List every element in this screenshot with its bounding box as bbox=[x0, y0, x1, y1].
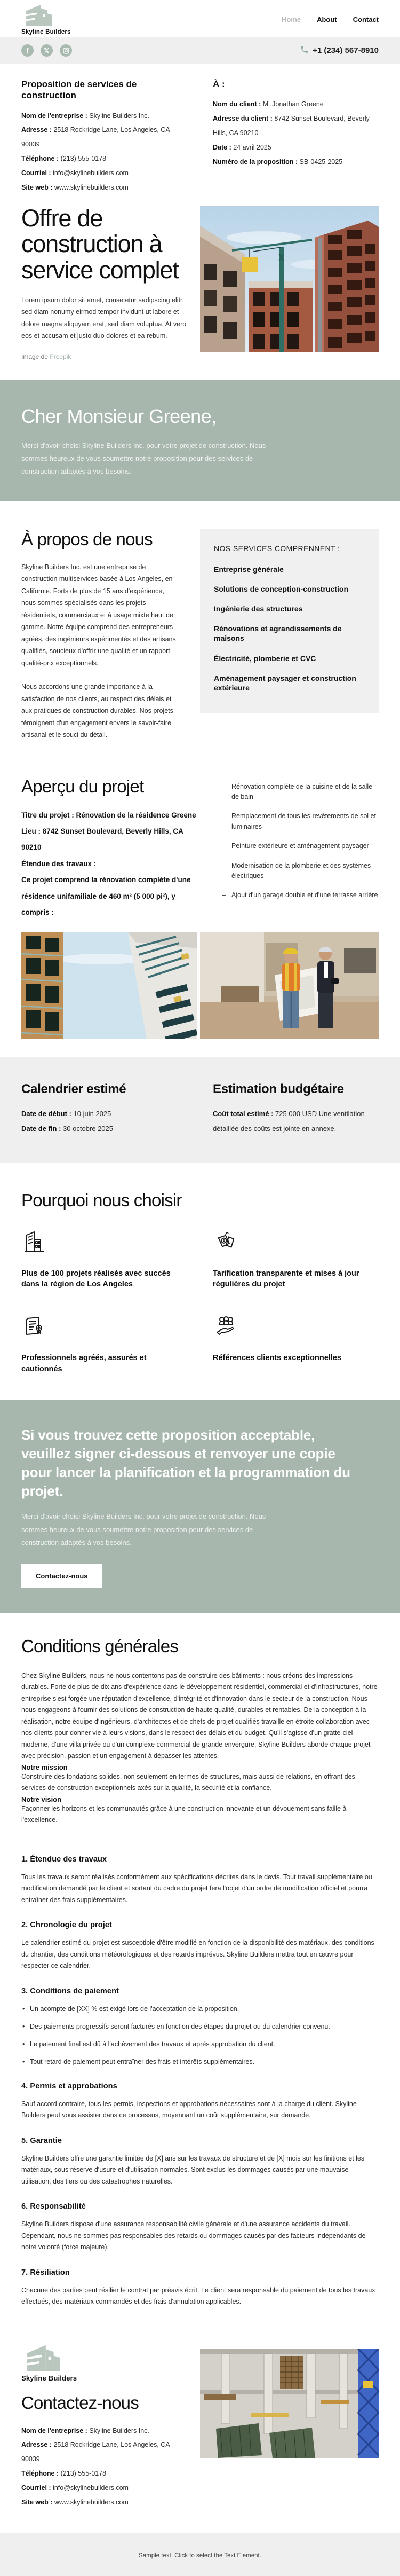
feature-label: Professionnels agréés, assurés et cautionnés bbox=[21, 1353, 181, 1375]
hero-body: Lorem ipsum dolor sit amet, consetetur sadipscing elitr, sed diam nonumy eirmod tempor invidunt ut labore et dolore magna aliquyam erat, sed diam voluptua. At vero eos et accusam et justo duo dolores et ea rebum. bbox=[21, 294, 188, 342]
cta-title: Si vous trouvez cette proposition acceptable, veuillez signer ci-dessous et renvoyer une copie pour lancer la planification et la programmation du projet. bbox=[21, 1426, 352, 1501]
schedule-title: Calendrier estimé bbox=[21, 1082, 187, 1097]
terms-section-body: Skyline Builders dispose d'une assurance responsabilité civile générale et d'une assurance accidents du travail. Cependant, nous ne sommes pas responsables des retards ou dommages causés par des facteurs indépendants de notre volonté (force majeure). bbox=[21, 2219, 379, 2253]
project-details bbox=[21, 776, 203, 921]
terms-section-body: Tous les travaux seront réalisés conformément aux spécifications décrites dans le devis. Tout travail supplémentaire ou modification demandé par le client et sortant du cadre du projet fera l'objet d'un ordre de modification officiel et pourra entraîner des frais supplémentaires. bbox=[21, 1872, 379, 1906]
feature-label: Tarification transparente et mises à jour régulières du projet bbox=[213, 1268, 373, 1290]
total-cost-line: Coût total estimé : 725 000 USD Une ventilation détaillée des coûts est jointe en annexe. bbox=[213, 1106, 379, 1136]
services-box bbox=[200, 529, 379, 714]
nav-home[interactable]: Home bbox=[282, 15, 301, 23]
contact-us-button[interactable]: Contactez-nous bbox=[21, 1564, 102, 1588]
freepik-link[interactable]: Freepik bbox=[50, 353, 71, 360]
logo-building-icon bbox=[21, 3, 57, 28]
terms-section-title: 3. Conditions de paiement bbox=[21, 1987, 379, 1996]
vision-body: Façonner les horizons et les communautés grâce à une construction innovante et un dévouement sans faille à l'excellence. bbox=[21, 1803, 379, 1826]
footer-logo bbox=[21, 2343, 181, 2382]
service-item: Ingénierie des structures bbox=[214, 604, 365, 614]
footer-left bbox=[21, 2343, 181, 2510]
hero-text bbox=[21, 206, 188, 360]
payment-terms-list bbox=[21, 2004, 379, 2067]
payment-term: • Tout retard de paiement peut entraîner des frais et intérêts supplémentaires. bbox=[21, 2056, 379, 2067]
terms-section-title: 5. Garantie bbox=[21, 2137, 379, 2145]
service-item: Aménagement paysager et construction extérieure bbox=[214, 673, 365, 693]
terms-section-body: Skyline Builders offre une garantie limitée de [X] ans sur les travaux de structure et de [X] mois sur les finitions et les matériaux, sous réserve d'usure et d'utilisation normales. Sont exclus les dommages causés par une mauvaise utilisation, des tiers ou des catastrophes naturelles. bbox=[21, 2153, 379, 2188]
footer-title: Contactez-nous bbox=[21, 2393, 181, 2413]
instagram-icon[interactable] bbox=[60, 44, 72, 57]
service-item: Électricité, plomberie et CVC bbox=[214, 654, 365, 663]
project-bullet: – Peinture extérieure et aménagement paysager bbox=[222, 841, 379, 851]
greeting-title: Cher Monsieur Greene, bbox=[21, 405, 379, 428]
price-tag-icon bbox=[213, 1229, 379, 1255]
bottom-note[interactable]: Sample text. Click to select the Text Element. bbox=[139, 2553, 261, 2559]
main-nav bbox=[282, 15, 379, 23]
logo-text: Skyline Builders bbox=[21, 29, 71, 35]
service-item: Solutions de conception-construction bbox=[214, 584, 365, 594]
mission-body: Construire des fondations solides, non seulement en termes de structures, mais aussi de relations, en offrant des services de construction exceptionnels axés sur la qualité, la sécurité et la confiance. bbox=[21, 1771, 379, 1794]
company-web-line: Site web : www.skylinebuilders.com bbox=[21, 180, 187, 195]
services-title: NOS SERVICES COMPRENNENT : bbox=[214, 544, 365, 553]
proposal-number-line: Numéro de la proposition : SB-0425-2025 bbox=[213, 155, 379, 169]
hero-title: Offre de construction à service complet bbox=[21, 206, 188, 284]
terms-section-body: Le calendrier estimé du projet est susceptible d'être modifié en fonction de la disponibilité des matériaux, des conditions du chantier, des conditions météorologiques et des retards imprévus. Skyline Builders mettra tout en œuvre pour respecter ce calendrier. bbox=[21, 1937, 379, 1972]
client-info bbox=[213, 78, 379, 195]
logo[interactable] bbox=[21, 3, 71, 35]
end-date-line: Date de fin : 30 octobre 2025 bbox=[21, 1121, 187, 1136]
header bbox=[0, 0, 400, 37]
terms-intro: Chez Skyline Builders, nous ne nous contentons pas de construire des bâtiments : nous créons des impressions durables. Forte de plus de dix ans d'expérience dans le développement résidentiel, commercial et d'infrastructures, notre entreprise s'est forgée une réputation d'excellence, d'intégrité et d'innovation dans le secteur de la construction. Nous nous engageons à fournir des solutions de construction de haute qualité, durables et rentables. De la conception à la réalisation, notre équipe d'ingénieurs, d'architectes et de chefs de projet qualifiés travaille en étroite collaboration avec nos clients pour donner vie à leurs visions, dans le respect des délais et du budget. Qu'il s'agisse d'un gratte-ciel moderne, d'une villa privée ou d'un complexe commercial de grande envergure, Skyline Builders aborde chaque projet avec précision, passion et un engagement à dépasser les attentes. bbox=[21, 1670, 379, 1762]
project-bullet: – Rénovation complète de la cuisine et de la salle de bain bbox=[222, 782, 379, 803]
clients-icon bbox=[213, 1313, 379, 1340]
company-info bbox=[21, 78, 187, 195]
about-paragraph-2: Nous accordons une grande importance à la satisfaction de nos clients, au respect des délais et aux pratiques de construction durables. Nos projets témoignent d'un engagement envers le savoir-faire artisanal et le souci du détail. bbox=[21, 681, 179, 741]
budget-block bbox=[213, 1082, 379, 1136]
about-title: À propos de nous bbox=[21, 529, 179, 549]
proposal-date-line: Date : 24 avril 2025 bbox=[213, 140, 379, 155]
client-name-line: Nom du client : M. Jonathan Greene bbox=[213, 97, 379, 112]
client-heading: À : bbox=[213, 78, 379, 90]
budget-title: Estimation budgétaire bbox=[213, 1082, 379, 1097]
payment-term: • Le paiement final est dû à l'achèvement des travaux et après approbation du client. bbox=[21, 2039, 379, 2049]
client-address-line: Adresse du client : 8742 Sunset Boulevard, Beverly Hills, CA 90210 bbox=[213, 112, 379, 140]
company-name-line: Nom de l'entreprise : Skyline Builders Inc. bbox=[21, 109, 187, 123]
footer-web-line: Site web : www.skylinebuilders.com bbox=[21, 2495, 181, 2510]
cta-body: Merci d'avoir choisi Skyline Builders Inc. pour votre projet de construction. Nous sommes heureux de vous soumettre notre proposition pour des services de construction adaptés à vos besoins. bbox=[21, 1510, 272, 1549]
project-fields: Titre du projet : Rénovation de la résidence Greene Lieu : 8742 Sunset Boulevard, Beverly Hills, CA 90210 Étendue des travaux : Ce projet comprend la rénovation complète d'une résidence unifamiliale de 460 m² (5 000 pi²), y compris : bbox=[21, 807, 203, 921]
terms-section-title: 6. Responsabilité bbox=[21, 2202, 379, 2211]
terms-section bbox=[0, 1613, 400, 2322]
service-item: Entreprise générale bbox=[214, 564, 365, 574]
payment-term: • Des paiements progressifs seront facturés en fonction des étapes du projet ou du calendrier convenu. bbox=[21, 2021, 379, 2032]
why-title: Pourquoi nous choisir bbox=[21, 1190, 379, 1211]
image-credit: Image de Freepik bbox=[21, 353, 188, 360]
feature-projects bbox=[21, 1229, 187, 1290]
bottom-bar bbox=[0, 2533, 400, 2576]
terms-section-title: 7. Résiliation bbox=[21, 2268, 379, 2277]
gallery-image-workers bbox=[200, 932, 379, 1039]
terms-section-title: 1. Étendue des travaux bbox=[21, 1855, 379, 1864]
phone-contact[interactable] bbox=[300, 45, 379, 56]
greeting-body: Merci d'avoir choisi Skyline Builders Inc. pour votre projet de construction. Nous sommes heureux de vous soumettre notre proposition pour des services de construction adaptés à vos besoins. bbox=[21, 439, 272, 478]
project-gallery bbox=[0, 924, 400, 1039]
about-text bbox=[21, 529, 179, 753]
phone-number: +1 (234) 567-8910 bbox=[313, 46, 379, 55]
project-bullet: – Ajout d'un garage double et d'une terrasse arrière bbox=[222, 890, 379, 900]
terms-section-title: 4. Permis et approbations bbox=[21, 2082, 379, 2091]
vision-title: Notre vision bbox=[21, 1795, 379, 1803]
gallery-image-building bbox=[21, 932, 197, 1039]
features-grid bbox=[21, 1229, 379, 1375]
project-bullet-list bbox=[222, 776, 379, 921]
social-phone-bar bbox=[0, 37, 400, 64]
social-links bbox=[21, 44, 72, 57]
estimate-band bbox=[0, 1057, 400, 1163]
nav-contact[interactable]: Contact bbox=[353, 15, 379, 23]
footer-company-line: Nom de l'entreprise : Skyline Builders Inc. bbox=[21, 2424, 181, 2438]
hero-section bbox=[0, 199, 400, 360]
logo-building-icon bbox=[21, 2343, 66, 2374]
about-paragraph-1: Skyline Builders Inc. est une entreprise de construction multiservices basée à Los Angeles, en Californie. Forts de plus de 15 ans d'expérience, nous sommes spécialisés dans les projets résidentiels, commerciaux et à usage mixte haut de gamme. Notre équipe comprend des entrepreneurs agréés, des ingénieurs expérimentés et des artisans qualifiés, soucieux d'offrir une qualité et un rapport qualité-prix exceptionnels. bbox=[21, 561, 179, 670]
why-choose-us bbox=[0, 1163, 400, 1388]
schedule-block bbox=[21, 1082, 187, 1136]
project-title: Aperçu du projet bbox=[21, 776, 203, 797]
feature-pricing bbox=[213, 1229, 379, 1290]
building-icon bbox=[21, 1229, 187, 1255]
greeting-band bbox=[0, 380, 400, 501]
about-section bbox=[0, 501, 400, 763]
terms-title: Conditions générales bbox=[21, 1636, 379, 1656]
cta-band bbox=[0, 1400, 400, 1613]
footer-phone-line: Téléphone : (213) 555-0178 bbox=[21, 2467, 181, 2481]
proposal-title: Proposition de services de construction bbox=[21, 78, 187, 101]
terms-section-body: Chacune des parties peut résilier le contrat par préavis écrit. Le client sera responsable du paiement de tous les travaux effectués, des matériaux commandés et des frais d'annulation applicables. bbox=[21, 2285, 379, 2308]
feature-label: Plus de 100 projets réalisés avec succès dans la région de Los Angeles bbox=[21, 1268, 181, 1290]
payment-term: • Un acompte de [XX] % est exigé lors de l'acceptation de la proposition. bbox=[21, 2004, 379, 2014]
terms-section-title: 2. Chronologie du projet bbox=[21, 1921, 379, 1929]
company-email-line: Courriel : info@skylinebuilders.com bbox=[21, 166, 187, 180]
start-date-line: Date de début : 10 juin 2025 bbox=[21, 1106, 187, 1121]
hero-image bbox=[200, 206, 379, 352]
footer-email-line: Courriel : info@skylinebuilders.com bbox=[21, 2481, 181, 2495]
terms-section-body: Sauf accord contraire, tous les permis, inspections et approbations nécessaires sont à la charge du client. Skyline Builders peut vous assister dans ce processus, moyennant un coût supplémentaire, sur demande. bbox=[21, 2099, 379, 2122]
footer-contact bbox=[0, 2322, 400, 2515]
feature-references bbox=[213, 1313, 379, 1375]
certificate-icon bbox=[21, 1313, 187, 1340]
project-overview bbox=[0, 763, 400, 924]
facebook-icon[interactable]: f bbox=[21, 44, 34, 57]
company-phone-line: Téléphone : (213) 555-0178 bbox=[21, 152, 187, 166]
footer-logo-text: Skyline Builders bbox=[21, 2374, 77, 2382]
proposal-info bbox=[0, 64, 400, 199]
feature-label: Références clients exceptionnelles bbox=[213, 1353, 373, 1363]
company-address-line: Adresse : 2518 Rockridge Lane, Los Angeles, CA 90039 bbox=[21, 123, 187, 152]
service-item: Rénovations et agrandissements de maisons bbox=[214, 624, 365, 643]
project-bullet: – Remplacement de tous les revêtements de sol et luminaires bbox=[222, 811, 379, 832]
mission-title: Notre mission bbox=[21, 1763, 379, 1771]
feature-licensed bbox=[21, 1313, 187, 1375]
phone-icon bbox=[300, 45, 309, 56]
nav-about[interactable]: About bbox=[317, 15, 337, 23]
project-bullet: – Modernisation de la plomberie et des systèmes électriques bbox=[222, 861, 379, 882]
x-icon[interactable]: 𝕏 bbox=[41, 44, 53, 57]
footer-address-line: Adresse : 2518 Rockridge Lane, Los Angeles, CA 90039 bbox=[21, 2438, 181, 2467]
footer-image bbox=[200, 2349, 379, 2461]
